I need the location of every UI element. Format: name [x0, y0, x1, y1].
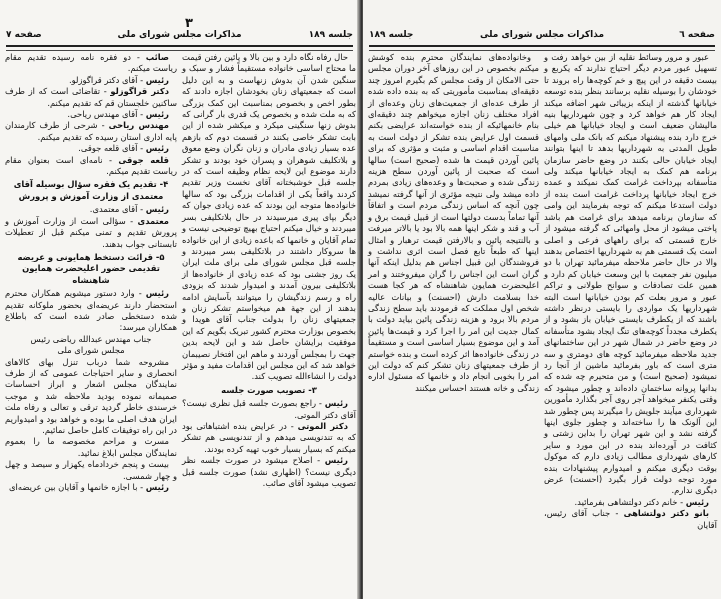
- speaker-name: بانو دکتر دولتشاهی: [623, 508, 709, 519]
- section-heading: ۳- تصویب صورت جلسه: [221, 384, 317, 395]
- speaker-name: رئیس: [145, 204, 169, 215]
- paragraph: مسرت و مراحم مخصوصه ما را بعموم نمایندگان مجلس ابلاغ نمائید.: [5, 436, 177, 458]
- speaker-paragraph: [544, 508, 717, 531]
- text-column-right: [544, 52, 717, 531]
- speaker-name: صائب: [145, 52, 169, 62]
- speaker-paragraph: [5, 120, 177, 143]
- speaker-name: رئیس: [145, 143, 169, 154]
- text-column-left: [368, 52, 539, 394]
- paragraph: وخانواده‌های نمایندگان محترم بنده کوشش میکنم بخصوص در این روزهای آخر دوران مجلس حتی الامکان از وقت مجلس کم بگیرم امروز چند دقیقه‌ای بمناسبت مأموریتی که به بنده داده شده از طرف عده‌ای از جمعیت‌های زنان وعده‌ای از افراد مختلف زنان اجازه میخواهم چند دقیقه‌ای بنام خانمهائیکه از بنده خواسته‌اند عرایضی بکنم قسمت اول عرایض بنده تشکر از دولت است به مناسبت اقدام اساسی و مثبت و مؤثری که برای پائین آوردن قیمت ها شده (صحیح است) سالها است که صحبت از پائین آوردن سطح هزینه زندگی شده و صحبت‌ها و وعده‌های زیادی بمردم داده میشد ولی نتیجه مؤثری از آنها گرفته نمیشد چون آنچه که اساس زندگی مردم است و اتفاقاً آنها تماماً بدست دولتها است از قبیل قیمت برق و آب و قند و شکر اینها همه بالا بود یا بالاتر میرفت و بالنتیجه پائین و بالارفتن قیمت ترهبار و امثال اینها که طبعاً تابع فصل است اثری نداشت و فروشندگان این قبیل اجناس هم بدلیل اینکه آنها گران است این اجناس را گران میفروختند و امر اعلیحضرت همایون شاهنشاه که هر کجا هست خدا بسلامت دارش (احسنت) و بیانات عالیه شخص اول مملکت که فرمودند باید سطح زندگی مردم بالا برود و هزینه زندگی پائین بیاید دولت با کمال جدیت این امر را اجرا کرد و قیمت‌ها پائین آمد و این موضوع بسیار اساسی است و مستقیماً در زندگی خانواده‌ها اثر کرده است و بنده خواستم از طرف جمعیتهای زنان تشکر کنم که دولت این امر را بخوبی انجام داد و خانمها که مسئول اداره زندگی و خانه هستند احساس میکنند: [368, 52, 539, 393]
- header-rule: [369, 45, 715, 51]
- speaker-name: دکتر قراگوزلو: [110, 86, 169, 97]
- speaker-paragraph: [5, 109, 177, 120]
- speaker-name: رئیس: [324, 455, 348, 466]
- session-number: جلسه ۱۸۹: [369, 30, 414, 40]
- header-rule: [6, 45, 353, 51]
- page-7: [0, 0, 359, 599]
- speaker-paragraph: [5, 75, 177, 86]
- speaker-name: رئیس: [145, 288, 169, 299]
- speaker-name: قلعه جوقی: [118, 154, 169, 165]
- speaker-paragraph: [544, 497, 717, 508]
- speech-text: - آقای دکتر قراگوزلو.: [68, 74, 146, 85]
- speaker-paragraph: [182, 398, 356, 421]
- text-column-right: [182, 52, 356, 489]
- publication-title: مذاکرات مجلس شورای ملی: [117, 30, 242, 40]
- speaker-name: دکتر الموتی: [297, 421, 348, 431]
- speaker-name: مهندس ریاحی: [108, 120, 169, 131]
- paragraph: بیست و پنجم خردادماه یکهزار و سیصد و چهل و چهار شمسی.: [5, 459, 177, 481]
- speaker-name: رئیس: [145, 109, 169, 120]
- speaker-name: رئیس: [685, 496, 709, 507]
- speech-text: - سؤالی است از وزارت آموزش و پرورش تقدیم و تمنی میکنم قبل از تعطیلات تابستانی جواب بدهند.: [5, 215, 177, 249]
- section-heading: ۴- تقدیم یک فقره سؤال بوسیله آقای معتمدی از وزارت آموزش و پرورش: [13, 179, 169, 201]
- text-column-left: [5, 52, 177, 493]
- paragraph: مشروحه شما درباب تنزل بهای کالاهای انحصاری و سایر احتیاجات عمومی که از طرف نمایندگان مجلس اشعار و ابراز احساسات صمیمانه نموده بودید ملاحظه شد و موجب خرسندی خاطر گردید ترقی و تعالی و رفاه ملت ایران هدف اصلی ما بوده و خواهد بود و امیدواریم در این راه توفیقات کامل حاصل نمائیم.: [5, 356, 177, 435]
- speech-text: - تقاضائی است که از طرف ساکنین خلجستان قم که تقدیم میکنم.: [5, 86, 177, 108]
- running-header: [6, 30, 353, 43]
- speech-text: - اصلاح میشود در صورت جلسه نظر دیگری نیست؟ (اظهاری نشد) صورت جلسه قبل تصویب میشود آقای صائب.: [182, 455, 356, 489]
- page-number: صفحه ۷: [6, 30, 42, 40]
- speaker-paragraph: [5, 482, 177, 493]
- speech-text: - دو فقره نامه رسیده تقدیم مقام ریاست میکنم.: [5, 52, 177, 74]
- speech-text: - خانم دکتر دولتشاهی بفرمائید.: [574, 496, 686, 507]
- speaker-paragraph: [182, 455, 356, 489]
- speech-text: - وارد دستور میشویم همکاران محترم استحضار دارند عریضه‌ای بحضور ملوکانه تقدیم شده دستخطی صادر شده است که باطلاع همکاران میرسد:: [5, 288, 177, 333]
- speaker-name: رئیس: [324, 398, 348, 409]
- publication-title: مذاکرات مجلس شورای ملی: [479, 30, 605, 40]
- session-number: جلسه ۱۸۹: [308, 30, 353, 40]
- section-heading: ۵- قرائت دستخط همایونی و عریضه تقدیمی حضور اعلیحضرت همایون شاهنشاه: [17, 251, 165, 285]
- speaker-paragraph: [5, 288, 177, 334]
- speech-text: - شرحی از طرف کارمندان پایه اداری استان رسیده که تقدیم میکنم.: [5, 120, 177, 142]
- speech-text: - نامه‌ای است بعنوان مقام ریاست تقدیم میکنم.: [5, 154, 177, 177]
- speaker-name: رئیس: [145, 482, 169, 493]
- page-6: [363, 0, 721, 599]
- running-header: [369, 30, 715, 43]
- speech-text: - آقای مهندس ریاحی.: [67, 109, 146, 120]
- speaker-paragraph: [5, 216, 177, 250]
- page-number: صفحه ٦: [679, 30, 715, 40]
- speech-text: - آقای معتمدی.: [89, 204, 146, 215]
- letter-address-line: جناب مهندس عبدالله ریاضی رئیس: [30, 333, 152, 344]
- speaker-paragraph: [5, 204, 177, 215]
- speaker-paragraph: [5, 143, 177, 154]
- letter-address-line: مجلس شورای ملی: [57, 345, 125, 356]
- speaker-paragraph: [5, 155, 177, 178]
- speaker-paragraph: [5, 52, 177, 75]
- paragraph: عبور و مرور وسائط نقلیه از بین خواهد رفت و تسهیل عبور مردم دیگر احتیاج ندارند که یکربع و بیست دقیقه در این پیچ و خم کوچه‌ها راه بروند تا خودشان را بوسیله نقلیه برسانند بنظر بنده توسعه خیابانها گذشته از اینکه بزیبائی شهر اضافه میکند ایجاد کار هم خواهد کرد و چون شهرداریها بنیه مالیشان ضعیف است و ایجاد خیابانها هم خیلی خرج دارد بنده پیشنهاد میکنم که بانک ملی وامهای طویل المدتی به شهرداریها بدهد تا اینها بتوانند ایجاد خیابان حالی بکنند در وضع حاضر سازمان برنامه هم کمک به ایجاد خیابانها میکند ولی متأسفانه بپرداخت غرامت کمک نمیکند و عمده خرج ایجاد خیابانها پرداخت غرامت است بنده از دولت استدعا میکنم که توجه بفرمایند این وامی که سازمان برنامه میدهد برای غرامت هم باشد پاختی میشود از محل وامهائی که گرفته میشود از خارج قسمتی که برای راههای فرعی و اصلی است یک قسمتی هم به شهرداریها اختصاص بدهند والا در حال حاضر ملاحظه میفرمائید تهران با دو میلیون نفر جمعیت با این وسعت خیابان کم دارد و همین علت تصادفات و سوانح طولانی و تراکم عبور و مرور بعلت کم بودن خیابانها است البته شهرداریها یک مواردی را بایستی درنظر داشته باشند که از یکطرف بایستی خیابان باز بشود و از یکطرف مجدداً کوچه‌های تنگ ایجاد بشود متأسفانه در وضع حاضر در شمال شهر در این ساختمانهای جدید ملاحظه میفرمائید کوچه های دومتری و سه متری است که باور بفرمائید ماشین از آنجا رد نمیشود (صحیح است) و من متحیرم چه شده که بدانها پروانه ساختمان داده‌اند و چطور میشود که وقتی یکنفر میخواهد آجر روی آجر بگذارد مأمورین شهرداری میآیند جلویش را میگیرند پس چطور شد این آلونک ها را ساخته‌اند و چطور جلوی اینها گرفته نشد و این شهر تهران را بداین زشتی و کثافت در آورده‌اند بنده در این مورد و سایر کارهای شهرداری مطالب زیادی دارم که موکول بوقت دیگری میکنم و امیدوارم پیشنهادات بنده مورد توجه دولت قرار بگیرد (احسنت) عرض دیگری ندارم.: [544, 52, 717, 496]
- speech-text: - راجع بصورت جلسه قبل نظری نیست؟ آقای دکتر الموتی.: [182, 398, 356, 420]
- speaker-name: رئیس: [145, 74, 169, 85]
- speech-text: - با اجازه خانمها و آقایان بین عریضه‌ای: [8, 482, 146, 493]
- speaker-paragraph: [182, 421, 356, 455]
- speaker-paragraph: [5, 86, 177, 109]
- handwritten-folio-number: ۳: [185, 16, 193, 31]
- speaker-name: معتمدی: [137, 215, 169, 226]
- speech-text: - آقای قلعه جوقی.: [78, 143, 146, 154]
- speech-text: - در عرایض بنده اشتباهاتی بود که به تندنویسی میدهم و از تندنویسی هم تشکر میکنم که بسیار بسیار خوب تهیه کرده بودند.: [182, 421, 356, 454]
- speech-text: - جناب آقای رئیس، آقایان: [544, 508, 717, 530]
- paragraph: حال رفاه نگاه دارد و بین بالا و پائین رفتن قیمت ما محتاج اساسی خانواده مستقیماً فشار و سبک و سنگین شدن آن بدوش زنهاست و به این دلیل است که جمعیتهای زنان بخودشان اجازه دادند که بطور اخص و بخصوص بمناسبت این کمک بزرگی که به ملت شده و بخصوص یک قدری بار گرانی که بدوش زنها سنگینی میکرد و میکشر شده از این بابت تشکر خاصی بکنند در قسمت دوم که بازهم عده بسیار زیادی مادران و زنان نگران وضع معوق و بلاتکلیف شوهران و پسران خود بودند و تشکر دارند موضوع این لایحه نظام وظیفه است که در جلسه قبل خوشبختانه آقای نخست وزیر تقدیم کردند واقعاً یکی از اقدامات بزرگی بود که سالها خانواده‌ها متوجه این بودند که عده زیادی جوان که دیگر بپای پیری میرسیدند در حال بلاتکلیفی بسر میبردند و خیال میکنم احتیاج بهیچ توضیحی نیست و تمام آقایان و خانمها که باعده زیادی از این خانواده ها سروکار داشتند در بلاتکلیفی بسر میبردند و جلسه قبل مجلس شورای ملی برای ملت ایران یک روز جشنی بود که عده زیادی از خانواده‌ها از بلاتکلیفی بیرون آمدند و امیدوار شدند که بزودی راه و رسم زندگیشان را میتوانند بآسایش ادامه بدهند از این جهة هم میخواستم تشکر زنان و جمعیتهای زنان را بدولت جناب آقای هویدا و بخصوص بوزارت محترم کشور تبریک بگویم که این موفقیت برایشان حاصل شد و این لایحه بدین جهت را بمجلس آوردند و ماهم این افتخار نصیبمان خواهد شد که این مجلس این اقدامات مفید و مؤثر دولت را انشاءالله تصویب کند.: [182, 52, 356, 382]
